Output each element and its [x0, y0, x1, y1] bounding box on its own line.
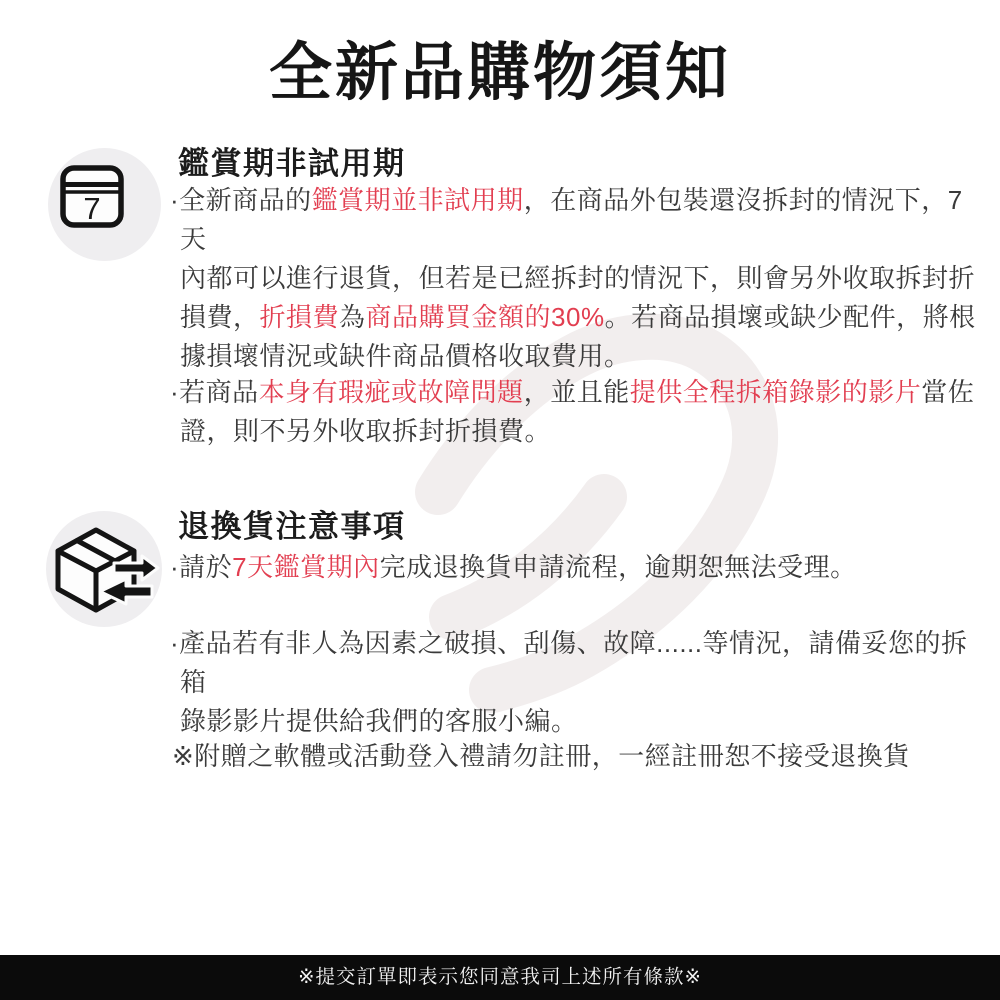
calendar-7-icon — [48, 148, 161, 261]
paragraph-returns-2: ·產品若有非人為因素之破損、刮傷、故障......等情況，請備妥您的拆箱 錄影影片提供給我們的客服小編。 — [170, 628, 968, 736]
paragraph-returns-1: ·請於7天鑑賞期內完成退換貨申請流程，逾期恕無法受理。 — [170, 552, 857, 582]
box-exchange-icon — [46, 511, 162, 627]
footer-text: ※提交訂單即表示您同意我司上述所有條款※ — [298, 966, 702, 988]
footer-bar — [0, 955, 1000, 1000]
page-title: 全新品購物須知 — [269, 38, 731, 108]
paragraph-appreciation-2: ·若商品本身有瑕疵或故障問題，並且能提供全程拆箱錄影的影片當佐 證，則不另外收取拆封折損費。 — [170, 377, 975, 446]
section-heading-appreciation: 鑑賞期非試用期 — [178, 146, 406, 181]
calendar-number: 7 — [83, 191, 101, 226]
note-text: ※附贈之軟體或活動登入禮請勿註冊，一經註冊恕不接受退換貨 — [172, 741, 910, 771]
paragraph-appreciation-1: ·全新商品的鑑賞期並非試用期，在商品外包裝還沒拆封的情況下，7天 內都可以進行退貨，但若是已經拆封的情況下，則會另外收取拆封折 損費，折損費為商品購買金額的30%。若商品損壞或缺少配件，將根 據損壞情況或缺件商品價格收取費用。 — [170, 185, 976, 371]
section-heading-returns: 退換貨注意事項 — [178, 509, 406, 544]
